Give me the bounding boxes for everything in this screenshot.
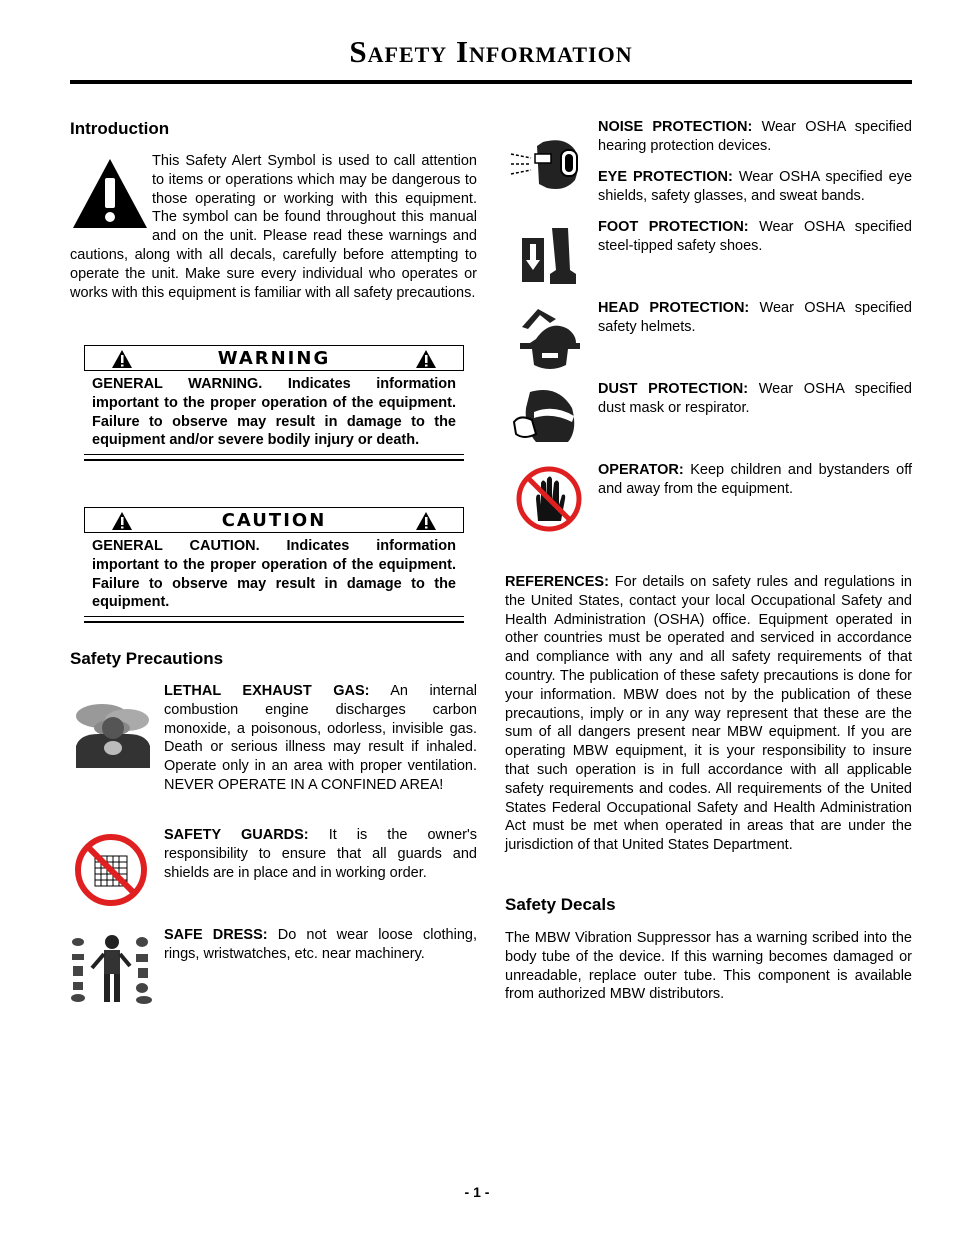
warning-footer-rule <box>84 454 464 461</box>
precaution-dress-text: SAFE DRESS: Do not wear loose clothing, rings, wristwatches, etc. near machinery. <box>164 927 477 962</box>
ppe-dust-text: DUST PROTECTION: Wear OSHA specified dust mask or respirator. <box>598 381 912 416</box>
caution-box <box>84 507 464 623</box>
intro-text: This Safety Alert Symbol is used to call attention to items or operations which may be dangerous to those operating or working with this equipment. The symbol can be found throughout this manual and on the unit. Please read these warnings and cautions, along with all decals, carefully before attempting to operate the unit. Make sure every individual who operates or works with this equipment is familiar with all safety precautions. <box>70 153 477 301</box>
references-text: REFERENCES: For details on safety rules and regulations in the United States, contact your local Occupational Safety and Health Administration (OSHA) office. Equipment operated in other countries must be operated and serviced in accordance and compliance with any and all safety requirements of that country. The publication of these safety precautions is done for your information. MBW does not by the publication of these precautions, imply or in any way represent that these are the sum of all dangers present near MBW equipment. If you are operating MBW equipment, it is your responsibility to insure that such operation is in full accordance with all applicable safety requirements and codes. All requirements of the United States Federal Occupational Safety and Health Administration Act must be met when operated in areas that are under the jurisdiction of that United States Department. <box>505 574 912 854</box>
caution-text: GENERAL CAUTION. Indicates information important to the proper operation of the equipment. Failure to observe may result in damage to the equipment. <box>92 538 456 611</box>
precaution-exhaust-title: LETHAL EXHAUST GAS: <box>164 683 370 699</box>
keep-away-hand-icon <box>514 465 584 533</box>
safety-shoe-icon <box>520 226 578 286</box>
dust-mask-icon <box>510 386 580 450</box>
safe-dress-icon <box>70 932 156 1006</box>
ppe-foot-text: FOOT PROTECTION: Wear OSHA specified steel-tipped safety shoes. <box>598 219 912 254</box>
caution-footer-rule <box>84 616 464 623</box>
warning-box <box>84 345 464 461</box>
ppe-operator-title: OPERATOR: <box>598 462 684 478</box>
exhaust-gas-icon <box>72 698 154 768</box>
ppe-eye-title: EYE PROTECTION: <box>598 169 733 185</box>
ppe-dust-title: DUST PROTECTION: <box>598 381 749 397</box>
precaution-guards-text: SAFETY GUARDS: It is the owner's responsibility to ensure that all guards and shields are in place and in working order. <box>164 827 477 881</box>
caution-header <box>84 507 464 533</box>
precaution-dress-title: SAFE DRESS: <box>164 927 268 943</box>
precautions-heading: Safety Precautions <box>70 649 224 668</box>
warning-label: WARNING <box>217 348 331 369</box>
page-number: - 1 - <box>464 1184 490 1200</box>
warning-header <box>84 345 464 371</box>
precaution-guards-title: SAFETY GUARDS: <box>164 827 309 843</box>
hearing-protection-icon <box>509 136 585 192</box>
ppe-operator-text: OPERATOR: Keep children and bystanders off and away from the equipment. <box>598 462 912 497</box>
ppe-noise-title: NOISE PROTECTION: <box>598 119 753 135</box>
caution-triangle-icon <box>415 511 437 531</box>
no-guard-removal-icon <box>73 832 149 908</box>
intro-heading: Introduction <box>70 119 170 138</box>
precaution-exhaust-text: LETHAL EXHAUST GAS: An internal combustion engine discharges carbon monoxide, a poisonous, odorless, invisible gas. Death or serious illness may result if inhaled. Operate only in an area with proper ventilation. NEVER OPERATE IN A CONFINED AREA! <box>164 683 478 793</box>
warning-text: GENERAL WARNING. Indicates information important to the proper operation of the equipment. Failure to observe may result in damage to the equipment and/or severe bodily injury or death. <box>92 376 456 449</box>
references-title: REFERENCES: <box>505 574 609 590</box>
ppe-foot-title: FOOT PROTECTION: <box>598 219 749 235</box>
caution-label: CAUTION <box>221 510 327 531</box>
warning-triangle-icon <box>415 349 437 369</box>
ppe-head-text: HEAD PROTECTION: Wear OSHA specified safety helmets. <box>598 300 912 335</box>
decals-text: The MBW Vibration Suppressor has a warning scribed into the body tube of the device. If this warning becomes damaged or unreadable, replace outer tube. This component is available from authorized MBW distributors. <box>505 930 912 1003</box>
ppe-noise-text: NOISE PROTECTION: Wear OSHA specified hearing protection devices. <box>598 119 912 154</box>
page-title: Safety Information <box>349 34 633 69</box>
title-rule <box>70 80 912 84</box>
ppe-head-title: HEAD PROTECTION: <box>598 300 750 316</box>
ppe-eye-text: EYE PROTECTION: Wear OSHA specified eye shields, safety glasses, and sweat bands. <box>598 169 913 204</box>
hard-hat-icon <box>516 305 582 375</box>
decals-heading: Safety Decals <box>505 895 616 914</box>
